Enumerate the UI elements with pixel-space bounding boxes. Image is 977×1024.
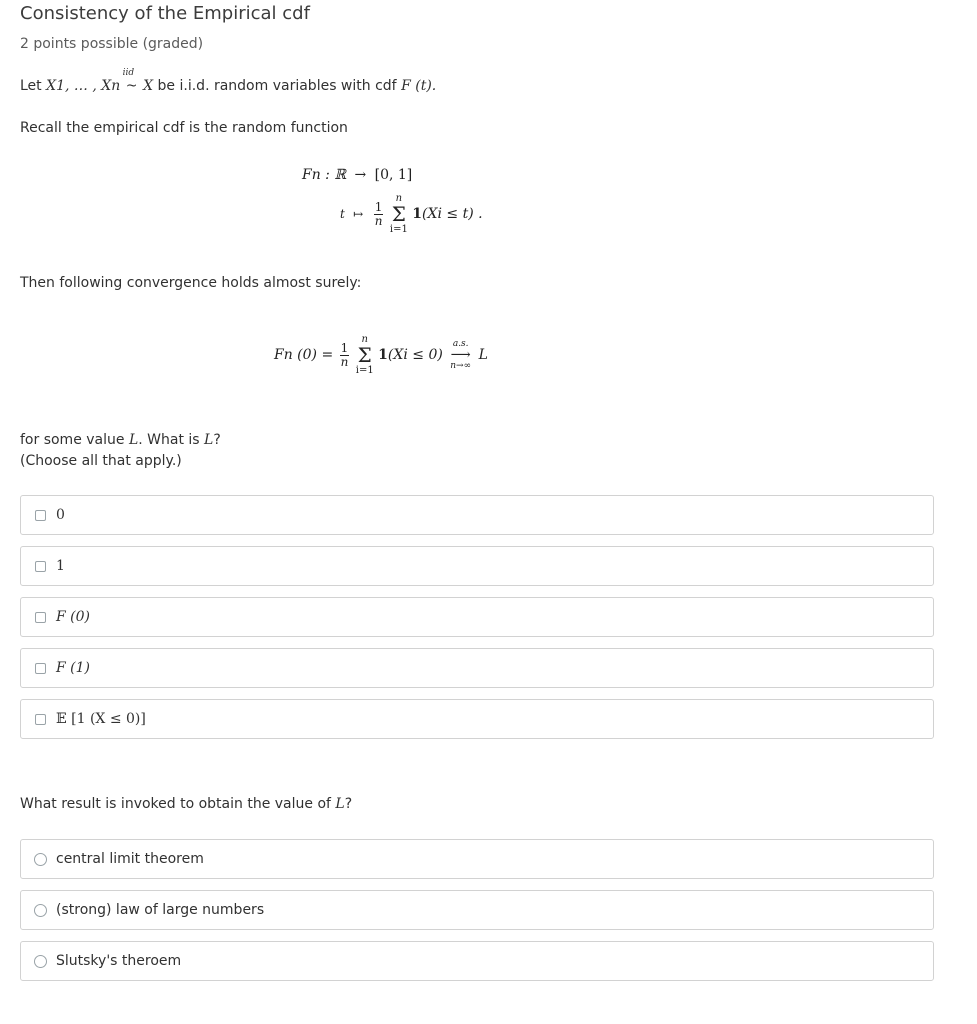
option-label: Slutsky's theroem	[56, 953, 182, 969]
definition-line1	[302, 167, 412, 183]
intro-vars: X1, … , Xn	[46, 78, 121, 94]
def-sum	[390, 193, 408, 235]
def-codomain: [0, 1]	[374, 167, 413, 183]
iid-tilde: ~	[125, 78, 138, 94]
conv-sum	[356, 334, 374, 376]
q2-var: L	[335, 796, 345, 812]
conv-lhs: Fn (0) =	[274, 347, 334, 363]
checkbox[interactable]	[35, 510, 46, 521]
option-label: 𝔼 [1 (X ≤ 0)]	[56, 711, 146, 727]
q1-end: ?	[213, 432, 221, 448]
option-label: F (1)	[56, 660, 90, 676]
def-frac-den: n	[374, 213, 383, 228]
question2-text	[20, 796, 352, 812]
def-sum-sigma: Σ	[391, 202, 406, 226]
conv-rhs: L	[478, 347, 488, 363]
intro-line	[20, 68, 437, 94]
q1-prefix: for some value	[20, 432, 125, 448]
def-var: t	[340, 207, 345, 221]
iid-symbol	[122, 68, 139, 94]
q1-var: L	[128, 432, 139, 448]
checkbox[interactable]	[35, 714, 46, 725]
problem-title: Consistency of the Empirical cdf	[20, 3, 310, 24]
checkbox[interactable]	[35, 663, 46, 674]
q1-mid: . What is	[138, 432, 200, 448]
conv-sum-top: n	[361, 334, 368, 345]
convergence-line	[274, 334, 488, 376]
def-indicator: 1	[412, 206, 423, 222]
conv-sum-sigma: Σ	[357, 343, 372, 367]
option-label: (strong) law of large numbers	[56, 902, 265, 918]
q2-option-clt[interactable]	[20, 839, 934, 879]
definition-line2	[340, 193, 483, 235]
q2-option-slutsky[interactable]	[20, 941, 934, 981]
q2-prefix: What result is invoked to obtain the value of	[20, 796, 331, 812]
def-sum-top: n	[395, 193, 403, 204]
q1-var2: L	[204, 432, 214, 448]
intro-dist-var: X	[143, 78, 154, 94]
option-label: 1	[56, 558, 65, 574]
question1-text	[20, 432, 221, 448]
option-label: 0	[56, 507, 65, 523]
intro-cdf: F (t).	[401, 78, 437, 94]
q1-option-0[interactable]	[20, 495, 934, 535]
conv-arrow-bottom: n→∞	[450, 360, 472, 371]
radio-button[interactable]	[34, 853, 47, 866]
conv-fraction	[340, 342, 350, 369]
conv-arrow: ⟶	[450, 346, 471, 363]
q2-option-lln[interactable]	[20, 890, 934, 930]
option-label: central limit theorem	[56, 851, 204, 867]
q1-option-1[interactable]	[20, 546, 934, 586]
conv-arrow-group	[450, 339, 471, 372]
checkbox[interactable]	[35, 561, 46, 572]
problem-points: 2 points possible (graded)	[20, 36, 204, 52]
intro-middle: be i.i.d. random variables with cdf	[157, 78, 397, 94]
def-frac-num: 1	[374, 199, 383, 214]
radio-button[interactable]	[34, 904, 47, 917]
def-arrow: →	[354, 167, 367, 183]
checkbox[interactable]	[35, 612, 46, 623]
choose-all-text: (Choose all that apply.)	[20, 453, 182, 469]
conv-arrow-top: a.s.	[452, 338, 469, 349]
conv-sum-bottom: i=1	[355, 365, 374, 376]
def-sum-bottom: i=1	[389, 224, 408, 235]
def-domain: Fn : ℝ	[302, 167, 346, 183]
intro-prefix: Let	[20, 78, 42, 94]
q1-option-expectation[interactable]	[20, 699, 934, 739]
radio-button[interactable]	[34, 955, 47, 968]
q1-option-f0[interactable]	[20, 597, 934, 637]
def-term: (Xi ≤ t) .	[422, 206, 483, 222]
def-fraction	[374, 201, 384, 228]
q2-end: ?	[344, 796, 353, 812]
option-label: F (0)	[56, 609, 90, 625]
conv-frac-den: n	[340, 354, 349, 369]
conv-term: (Xi ≤ 0)	[387, 347, 443, 363]
def-mapsto: ↦	[353, 207, 364, 221]
q1-option-f1[interactable]	[20, 648, 934, 688]
then-text: Then following convergence holds almost surely:	[20, 275, 362, 291]
conv-frac-num: 1	[340, 340, 349, 355]
conv-indicator: 1	[378, 347, 388, 363]
iid-label: iid	[122, 68, 135, 78]
recall-text: Recall the empirical cdf is the random function	[20, 120, 348, 136]
